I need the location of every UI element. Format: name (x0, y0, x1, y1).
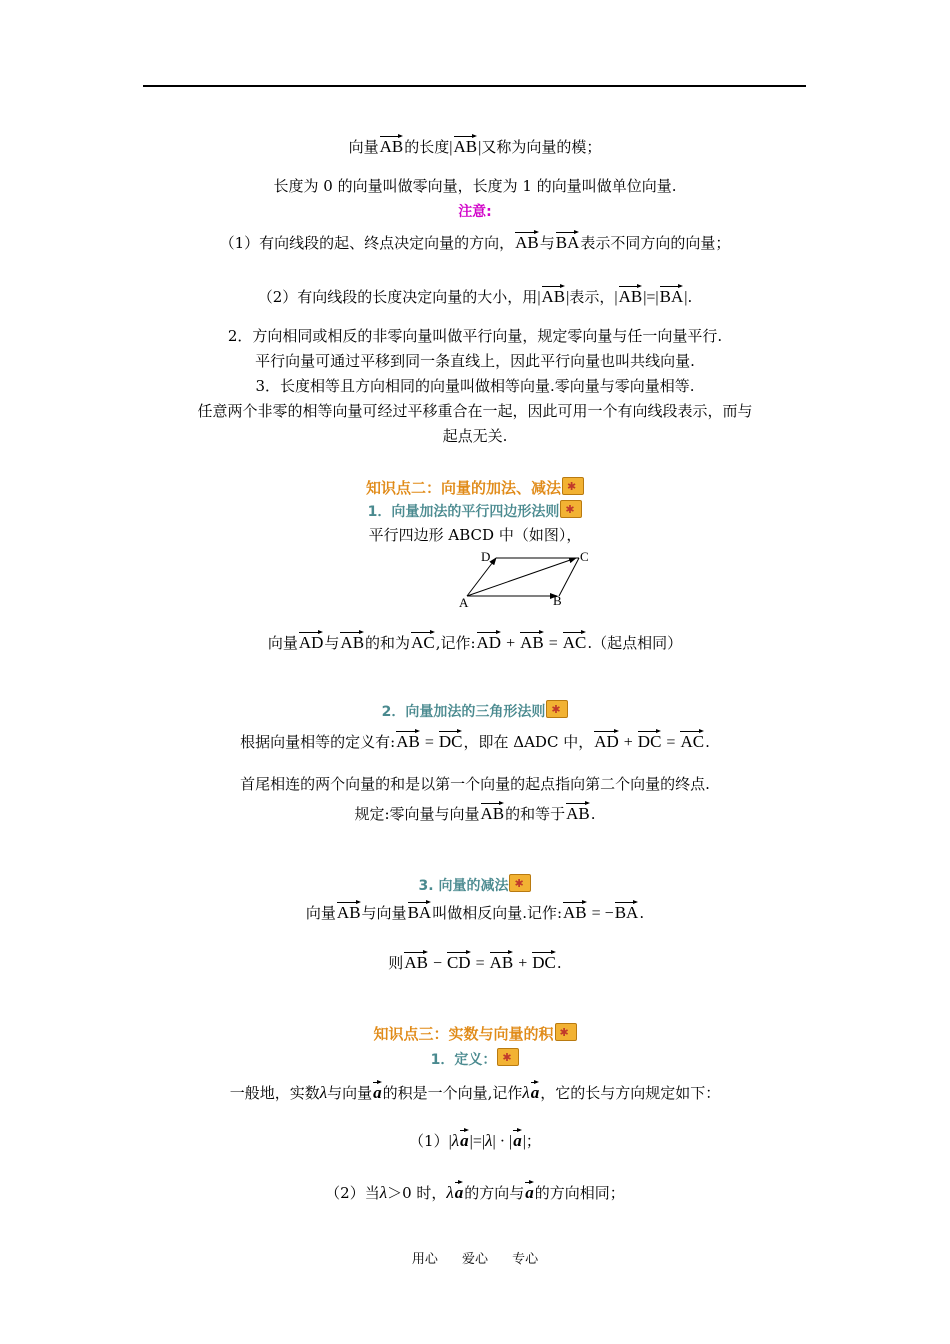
text: 的和为 (365, 634, 411, 652)
text: （1）有向线段的起、终点决定向量的方向， (219, 234, 515, 252)
text: . (705, 733, 710, 751)
subheading-subtraction (0, 874, 950, 896)
folder-icon[interactable] (555, 1023, 577, 1041)
vector-dc: DC (638, 729, 662, 750)
vector-ab: AB (515, 230, 539, 251)
folder-icon[interactable] (560, 500, 582, 518)
page-footer: 用心 爱心 专心 (411, 1252, 539, 1267)
point-a-label: A (459, 595, 469, 610)
vector-ab: AB (542, 284, 566, 305)
vector-ab: AB (454, 134, 478, 155)
text: ,记作: (435, 634, 476, 652)
text: 的方向相同； (534, 1184, 625, 1202)
vector-ba: BA (660, 284, 684, 305)
heading-text: 知识点二：向量的加法、减法 (365, 479, 561, 497)
vector-ab: AB (520, 630, 544, 651)
lambda-symbol: λ (319, 1083, 328, 1102)
scalar-direction-line (0, 1180, 950, 1203)
zero-vector-line: 长度为 0 的向量叫做零向量，长度为 1 的向量叫做单位向量. (273, 177, 677, 195)
text: . (639, 904, 645, 922)
vector-ab: AB (490, 950, 514, 971)
section-heading-2 (0, 477, 950, 498)
heading-text: 2．向量加法的三角形法则 (381, 704, 546, 720)
heading-text: 3. 向量的减法 (418, 878, 509, 894)
addition-result-line: 向量AD与AB的和为AC,记作:AD + AB = AC.（起点相同） (0, 630, 950, 654)
text: （2）当 (325, 1184, 380, 1202)
text: 的方向与 (464, 1184, 525, 1202)
text: 与向量 (361, 904, 407, 922)
text: 又称为向量的模； (481, 138, 602, 156)
opposite-vector-line: 向量AB与向量BA叫做相反向量.记作:AB = −BA. (0, 900, 950, 924)
parallel-vector-line: 2．方向相同或相反的非零向量叫做平行向量，规定零向量与任一向量平行. (227, 327, 723, 345)
point-d-label: D (481, 549, 491, 564)
header-rule (143, 85, 806, 87)
vector-cd: CD (447, 950, 471, 971)
heading-text: 1．向量加法的平行四边形法则 (367, 504, 560, 520)
vector-ab: AB (566, 801, 590, 822)
lambda-symbol: λ (522, 1083, 530, 1102)
subtraction-formula-line: 则AB − CD = AB + DC. (0, 950, 950, 974)
lambda-symbol: λ (379, 1183, 388, 1202)
point-c-label: C (580, 549, 589, 564)
vector-ad: AD (299, 630, 324, 651)
vector-ba: BA (615, 900, 639, 921)
text: 表示不同方向的向量； (580, 234, 731, 252)
vector-dc: DC (532, 950, 556, 971)
vector-ab: AB (619, 284, 643, 305)
magnitude-line: （2）有向线段的长度决定向量的大小，用|AB|表示，|AB|=|BA|. (0, 284, 950, 308)
text: 向量 (305, 904, 336, 922)
head-to-tail-line: 首尾相连的两个向量的和是以第一个向量的起点指向第二个向量的终点. (240, 775, 710, 793)
text: （2）有向线段的长度决定向量的大小，用 (257, 288, 538, 306)
text: 向量 (267, 634, 298, 652)
vector-ba: BA (408, 900, 432, 921)
lambda-symbol: λ (485, 1131, 493, 1150)
subheading-parallelogram (0, 500, 950, 522)
vector-ab: AB (563, 900, 587, 921)
vector-ab: AB (337, 900, 361, 921)
parallelogram-figure (455, 546, 595, 612)
text: 则 (388, 954, 404, 972)
vector-a: a (373, 1080, 382, 1101)
folder-icon[interactable] (497, 1048, 519, 1066)
lambda-symbol: λ (446, 1183, 454, 1202)
vector-a: a (525, 1180, 534, 1201)
scalar-magnitude-line: （1）|λa|=|λ| · |a|； (0, 1128, 950, 1152)
text: 与 (539, 234, 555, 252)
vector-ab: AB (396, 729, 420, 750)
heading-text: 知识点三：实数与向量的积 (373, 1025, 554, 1043)
vector-a: a (455, 1180, 464, 1201)
text: ＞0 时， (387, 1184, 447, 1202)
text: . (590, 805, 596, 823)
text: （1） (409, 1132, 449, 1150)
vector-ac: AC (563, 630, 587, 651)
modulus-line: 向量AB的长度|AB|又称为向量的模； (0, 134, 950, 158)
vector-ab: AB (481, 801, 505, 822)
translation-line: 任意两个非零的相等向量可经过平移重合在一起，因此可用一个有向线段表示，而与 (197, 402, 753, 420)
text: 与向量 (327, 1084, 373, 1102)
vector-ab: AB (340, 630, 364, 651)
note-heading (0, 201, 950, 222)
text: 与 (324, 634, 340, 652)
scalar-definition-line (0, 1080, 950, 1103)
heading-text: 1．定义： (430, 1052, 497, 1068)
text: 规定:零向量与向量 (354, 805, 480, 823)
vector-ab: AB (404, 950, 428, 971)
text: .（起点相同） (587, 634, 683, 652)
origin-line: 起点无关. (442, 427, 508, 445)
text: 的长度 (404, 138, 450, 156)
text: ，即在 ΔADC 中， (463, 733, 594, 751)
section-heading-3 (0, 1023, 950, 1044)
collinear-line: 平行向量可通过平移到同一条直线上，因此平行向量也叫共线向量. (255, 352, 695, 370)
folder-icon[interactable] (509, 874, 531, 892)
vector-ad: AD (477, 630, 502, 651)
vector-a: a (460, 1128, 469, 1149)
folder-icon[interactable] (546, 700, 568, 718)
text: 的和等于 (505, 805, 566, 823)
zero-sum-line (0, 801, 950, 824)
vector-a: a (513, 1128, 522, 1149)
vector-ac: AC (680, 729, 704, 750)
subheading-triangle (0, 700, 950, 722)
text: . (556, 954, 562, 972)
lambda-symbol: λ (451, 1131, 460, 1150)
text: ，它的长与方向规定如下： (540, 1084, 721, 1102)
text: 表示， (569, 288, 615, 306)
vector-ab: AB (380, 134, 404, 155)
text: ； (525, 1132, 541, 1150)
vector-ba: BA (556, 230, 580, 251)
text: 向量 (348, 138, 379, 156)
text: 根据向量相等的定义有: (240, 733, 396, 751)
text: 的积是一个向量,记作 (382, 1084, 523, 1102)
direction-line (0, 230, 950, 253)
vector-ad: AD (594, 729, 619, 750)
vector-dc: DC (439, 729, 463, 750)
point-b-label: B (553, 593, 562, 608)
vector-a: a (531, 1080, 540, 1101)
equal-vector-line: 3．长度相等且方向相同的向量叫做相等向量.零向量与零向量相等. (255, 377, 695, 395)
text: 叫做相反向量.记作: (432, 904, 563, 922)
text: . (687, 288, 693, 306)
subheading-definition (0, 1048, 950, 1070)
text: 一般地，实数 (229, 1084, 320, 1102)
folder-icon[interactable] (562, 477, 584, 495)
vector-ac: AC (411, 630, 435, 651)
triangle-rule-line: 根据向量相等的定义有:AB = DC，即在 ΔADC 中，AD + DC = AC. (0, 729, 950, 753)
note-label: 注意: (458, 204, 492, 220)
parallelogram-intro: 平行四边形 ABCD 中（如图）， (368, 526, 582, 544)
